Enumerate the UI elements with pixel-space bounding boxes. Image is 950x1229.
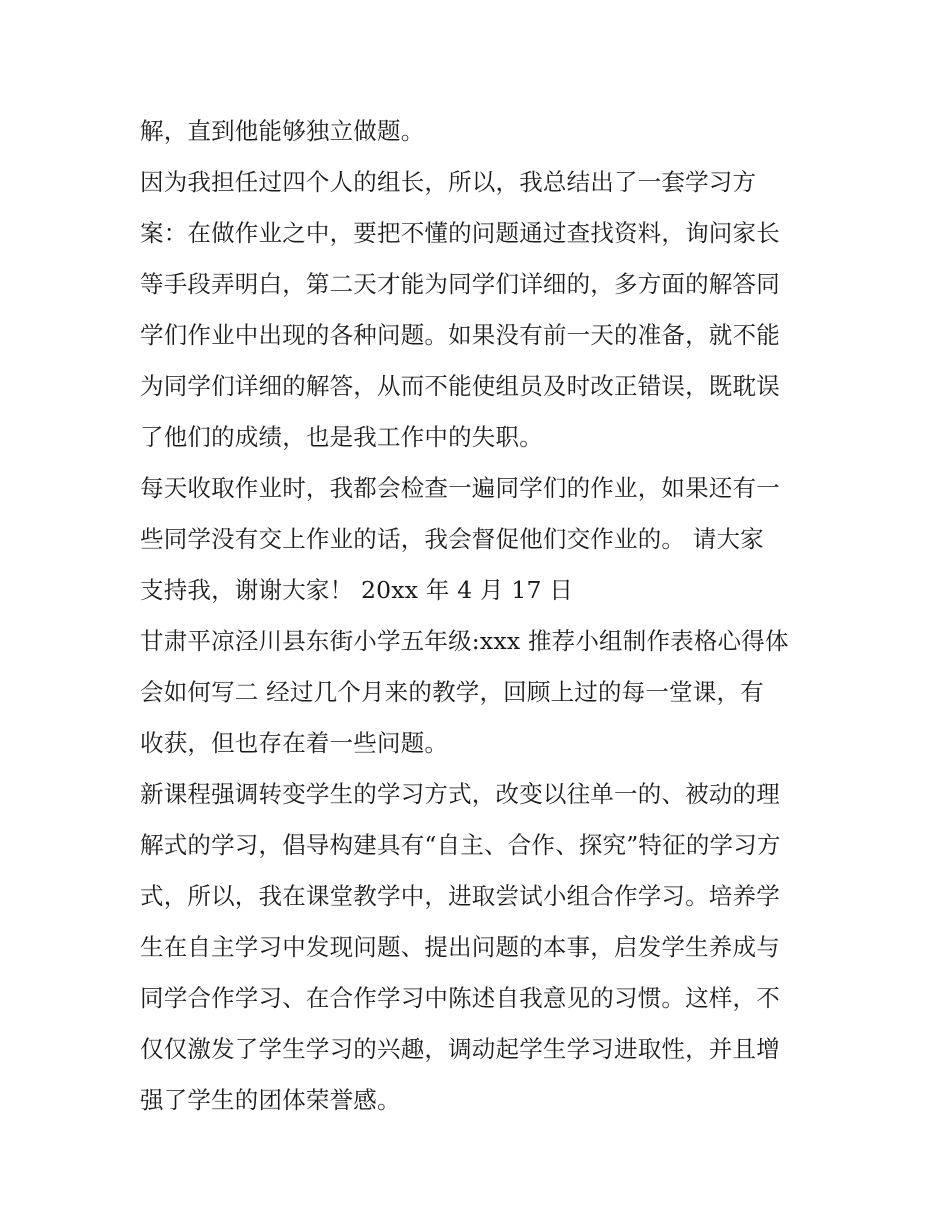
text-line: 些同学没有交上作业的话，我会督促他们交作业的。 请大家 bbox=[140, 525, 764, 553]
text-line: 解，直到他能够独立做题。 bbox=[140, 117, 425, 145]
text-line: 等手段弄明白，第二天才能为同学们详细的，多方面的解答同 bbox=[140, 270, 780, 298]
text-line: 解式的学习，倡导构建具有“自主、合作、探究”特征的学习方 bbox=[140, 831, 781, 859]
text-line: 学们作业中出现的各种问题。如果没有前一天的准备，就不能 bbox=[140, 321, 780, 349]
text-line: 收获，但也存在着一些问题。 bbox=[140, 729, 449, 757]
text-line: 因为我担任过四个人的组长，所以，我总结出了一套学习方 bbox=[140, 168, 757, 196]
text-line: 式，所以，我在课堂教学中，进取尝试小组合作学习。培养学 bbox=[140, 882, 780, 910]
text-line: 了他们的成绩，也是我工作中的失职。 bbox=[140, 423, 543, 451]
text-line: 案：在做作业之中，要把不懂的问题通过查找资料，询问家长 bbox=[140, 219, 780, 247]
text-line: 甘肃平凉泾川县东街小学五年级:xxx 推荐小组制作表格心得体 bbox=[140, 627, 789, 655]
text-line: 生在自主学习中发现问题、提出问题的本事，启发学生养成与 bbox=[140, 933, 780, 961]
document-body bbox=[140, 106, 830, 1126]
text-line: 新课程强调转变学生的学习方式，改变以往单一的、被动的理 bbox=[140, 780, 780, 808]
text-line: 支持我，谢谢大家！ 20xx 年 4 月 17 日 bbox=[140, 576, 574, 604]
text-line: 为同学们详细的解答，从而不能使组员及时改正错误，既耽误 bbox=[140, 372, 780, 400]
text-line: 同学合作学习、在合作学习中陈述自我意见的习惯。这样，不 bbox=[140, 984, 780, 1012]
text-line: 仅仅激发了学生学习的兴趣，调动起学生学习进取性，并且增 bbox=[140, 1035, 780, 1063]
text-line: 每天收取作业时，我都会检查一遍同学们的作业，如果还有一 bbox=[140, 474, 780, 502]
text-line: 会如何写二 经过几个月来的教学，回顾上过的每一堂课，有 bbox=[140, 678, 764, 706]
text-line: 强了学生的团体荣誉感。 bbox=[140, 1086, 401, 1114]
